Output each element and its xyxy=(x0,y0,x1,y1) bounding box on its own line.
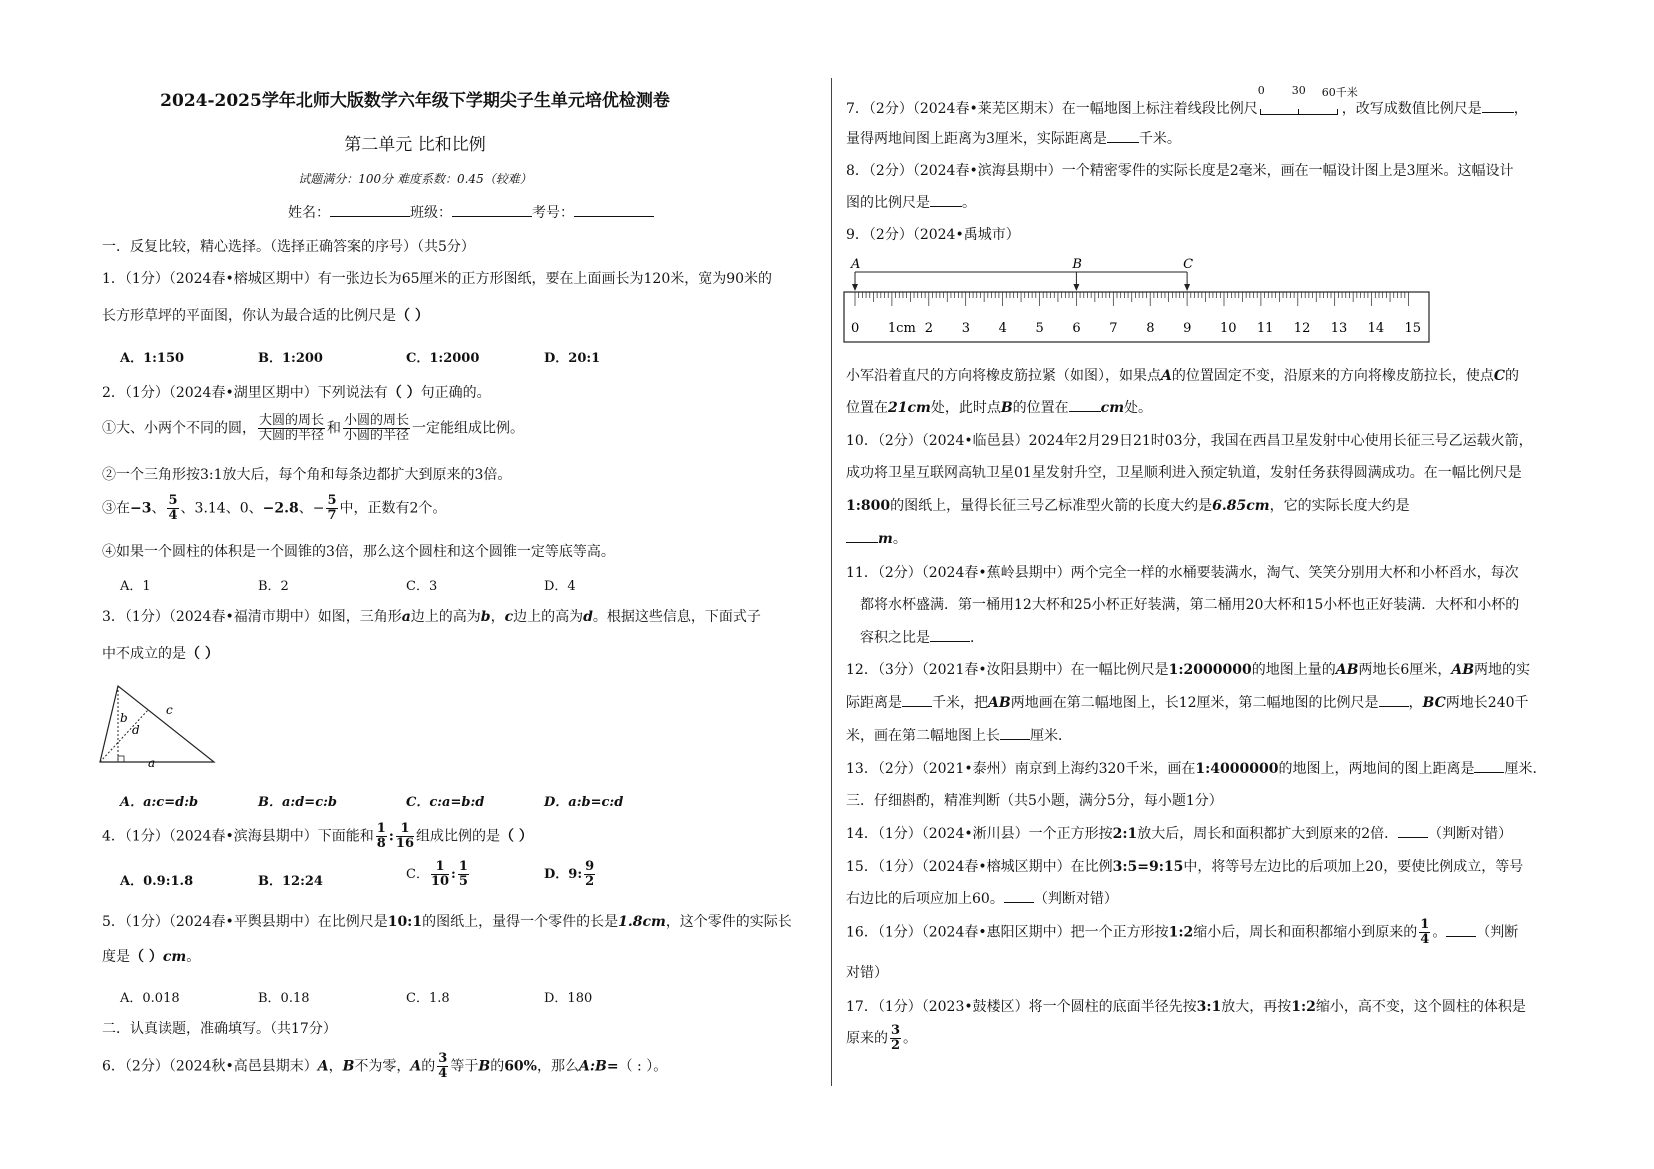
ruler-label: 6 xyxy=(1072,321,1081,336)
q2-option-c[interactable]: C．3 xyxy=(406,579,438,594)
q16-text-line2: 对错） xyxy=(846,965,888,981)
q5-text-line2: 度是（ ）cm。 xyxy=(102,949,201,965)
q2-statement-1: ①大、小两个不同的圆， $\frac{\text{大圆的周长}}{\text{大圆的半径}}$ 和 $\frac{\text{小圆的周长}}{\text{小圆的半径}}$ 一定能组成比例。 xyxy=(102,413,525,443)
label-b: b xyxy=(120,711,128,725)
exam-no-label: 考号： xyxy=(532,205,574,221)
q2-option-d[interactable]: D．4 xyxy=(544,579,576,594)
q5-option-b[interactable]: B．0.18 xyxy=(258,991,310,1006)
section-2-heading: 二．认真读题，准确填写。（共17分） xyxy=(102,1021,337,1037)
q14-text: 14．（1分）（2024•淅川县）一个正方形按2:1放大后，周长和面积都扩大到原来的2倍． （判断对错） xyxy=(846,826,1513,842)
q1-text-line1: 1．（1分）（2024春•榕城区期中）有一张边长为65厘米的正方形图纸，要在上面画长为120米，宽为90米的 xyxy=(102,271,773,287)
section-1-heading: 一．反复比较，精心选择。（选择正确答案的序号）（共5分） xyxy=(102,239,475,255)
ruler-label: 13 xyxy=(1330,321,1348,336)
ruler-label: 2 xyxy=(924,321,934,336)
q8-blank[interactable] xyxy=(930,206,962,207)
q4-text-line1: 4．（1分）（2024春•滨海县期中）下面能和 $\frac{1}{8}$ : $\frac{1}{16}$ 组成比例的是（ ） xyxy=(102,821,533,851)
q10-text-line3: 1:800的图纸上，量得长征三号乙标准型火箭的长度大约是6.85cm，它的实际长度大约是 xyxy=(846,498,1410,514)
q3-option-a[interactable]: A．a:c=d:b xyxy=(120,795,199,810)
label-a: a xyxy=(148,756,156,768)
q4-option-d[interactable]: D．9: $\frac{9}{2}$ xyxy=(544,859,595,889)
q15-blank[interactable] xyxy=(1004,902,1034,903)
q7-blank-2[interactable] xyxy=(1107,142,1139,143)
triangle-outline xyxy=(100,686,214,762)
q16-text-line1: 16．（1分）（2024春•惠阳区期中）把一个正方形按1:2缩小后，周长和面积都缩小到原来的 $\frac{1}{4}$ 。 （判断 xyxy=(846,917,1519,947)
q12-blank-3[interactable] xyxy=(1000,739,1030,740)
q10-text-line2: 成功将卫星互联网高轨卫星01星发射升空，卫星顺利进入预定轨道，发射任务获得圆满成功。在一幅比例尺是 xyxy=(846,465,1522,481)
q2-statement-3: ③在−3、 $\frac{5}{4}$ 、3.14、0、−2.8、− $\frac{5}{7}$ 中，正数有2个。 xyxy=(102,493,447,523)
q7-blank-1[interactable] xyxy=(1482,112,1514,113)
q4-option-a[interactable]: A．0.9:1.8 xyxy=(120,874,194,889)
q5-option-a[interactable]: A．0.018 xyxy=(120,991,180,1006)
ruler-label: 12 xyxy=(1293,321,1311,336)
q11-text-line3: 容积之比是 ． xyxy=(860,630,984,646)
q3-triangle-figure xyxy=(96,680,226,768)
q15-text-line1: 15．（1分）（2024春•榕城区期中）在比例3:5=9:15中，将等号左边比的后项加上20，要使比例成立，等号 xyxy=(846,859,1524,875)
ruler-label: 8 xyxy=(1146,321,1155,336)
q1-option-a[interactable]: A．1:150 xyxy=(120,351,185,366)
page-title: 2024-2025学年北师大版数学六年级下学期尖子生单元培优检测卷 xyxy=(160,91,670,111)
label-d: d xyxy=(132,723,140,737)
q15-text-line2: 右边比的后项应加上60。 （判断对错） xyxy=(846,891,1118,907)
q2-option-a[interactable]: A．1 xyxy=(120,579,151,594)
class-blank[interactable] xyxy=(452,216,532,217)
q10-text-line4: m。 xyxy=(846,528,907,548)
q4-option-b[interactable]: B．12:24 xyxy=(258,874,323,889)
ruler-label: 3 xyxy=(961,321,970,336)
ruler-label: 14 xyxy=(1367,321,1385,336)
point-label-c: C xyxy=(1183,257,1194,272)
q3-option-d[interactable]: D．a:b=c:d xyxy=(544,795,624,810)
ruler-label: 10 xyxy=(1220,321,1237,336)
q7-text-line1: 7．（2分）（2024春•莱芜区期末）在一幅地图上标注着线段比例尺 0 30 60千米 ，改写成数值比例尺是 ， xyxy=(846,84,1528,117)
q5-option-d[interactable]: D．180 xyxy=(544,991,593,1006)
ruler-label: 11 xyxy=(1256,321,1274,336)
q1-option-c[interactable]: C．1:2000 xyxy=(406,351,480,366)
q13-blank[interactable] xyxy=(1474,772,1504,773)
q7-text-line2: 量得两地间图上距离为3厘米，实际距离是 千米。 xyxy=(846,131,1181,147)
ruler-label: 7 xyxy=(1109,321,1118,336)
arrow-head-b xyxy=(1073,284,1079,291)
q12-text-line2: 际距离是 千米，把AB两地画在第二幅地图上，长12厘米，第二幅地图的比例尺是 ，BC两地长240千 xyxy=(846,695,1529,711)
ruler-label: 1cm xyxy=(887,321,916,336)
q12-text-line1: 12．（3分）（2021春•汝阳县期中）在一幅比例尺是1:2000000的地图上量的AB两地长6厘米，AB两地的实 xyxy=(846,662,1531,678)
q3-text-line1: 3．（1分）（2024春•福清市期中）如图，三角形a边上的高为b，c边上的高为d。根据这些信息，下面式子 xyxy=(102,609,761,625)
q7-line-scale: 0 30 60千米 xyxy=(1258,96,1342,118)
exam-no-blank[interactable] xyxy=(574,216,654,217)
q2-statement-2: ②一个三角形按3:1放大后，每个角和每条边都扩大到原来的3倍。 xyxy=(102,467,512,483)
q3-option-b[interactable]: B．a:d=c:b xyxy=(258,795,337,810)
q12-blank-2[interactable] xyxy=(1379,706,1409,707)
ruler-label: 5 xyxy=(1035,321,1044,336)
page-subtitle: 第二单元 比和比例 xyxy=(344,135,486,155)
point-label-a: A xyxy=(851,257,861,272)
name-label: 姓名： xyxy=(288,205,330,221)
class-label: 班级： xyxy=(410,205,452,221)
name-blank[interactable] xyxy=(330,216,410,217)
q1-text-line2: 长方形草坪的平面图，你认为最合适的比例尺是（ ） xyxy=(102,308,429,324)
arrow-head-c xyxy=(1184,284,1190,291)
q9-text-line3: 位置在21cm处，此时点B的位置在 cm处。 xyxy=(846,400,1153,416)
ruler-label: 0 xyxy=(851,321,860,336)
q2-text-line1: 2．（1分）（2024春•湖里区期中）下列说法有（ ）句正确的。 xyxy=(102,385,491,401)
q2-statement-4: ④如果一个圆柱的体积是一个圆锥的3倍，那么这个圆柱和这个圆锥一定等底等高。 xyxy=(102,544,615,560)
q9-ruler-figure xyxy=(840,254,1440,352)
student-info-row xyxy=(288,202,654,222)
test-info: 试题满分：100分 难度系数：0.45（较难） xyxy=(298,172,532,186)
q12-text-line3: 米，画在第二幅地图上长 厘米． xyxy=(846,728,1072,744)
point-label-b: B xyxy=(1072,257,1082,272)
right-angle-mark xyxy=(118,756,124,762)
q5-text-line1: 5．（1分）（2024春•平舆县期中）在比例尺是10:1的图纸上，量得一个零件的长是1.8cm，这个零件的实际长 xyxy=(102,914,792,930)
label-c: c xyxy=(166,703,173,717)
q3-text-line2: 中不成立的是（ ） xyxy=(102,646,219,662)
q8-text-line1: 8．（2分）（2024春•滨海县期中）一个精密零件的实际长度是2毫米，画在一幅设计图上是3厘米。这幅设计 xyxy=(846,163,1514,179)
q9-blank[interactable] xyxy=(1069,411,1101,412)
q9-text-line2: 小军沿着直尺的方向将橡皮筋拉紧（如图），如果点A的位置固定不变，沿原来的方向将橡皮筋拉长，使点C的 xyxy=(846,368,1520,384)
q1-option-d[interactable]: D．20:1 xyxy=(544,351,601,366)
q11-text-line2: 都将水杯盛满．第一桶用12大杯和25小杯正好装满，第二桶用20大杯和15小杯也正好装满．大杯和小杯的 xyxy=(860,597,1520,613)
q3-option-c[interactable]: C．c:a=b:d xyxy=(406,795,485,810)
q12-blank-1[interactable] xyxy=(902,706,932,707)
q9-text-line1: 9．（2分）（2024•禹城市） xyxy=(846,227,1020,243)
q17-text-line1: 17．（1分）（2023•鼓楼区）将一个圆柱的底面半径先按3:1放大，再按1:2缩小，高不变，这个圆柱的体积是 xyxy=(846,999,1526,1015)
q10-blank[interactable] xyxy=(846,542,878,543)
q8-text-line2: 图的比例尺是 。 xyxy=(846,195,976,211)
column-divider xyxy=(831,78,832,1086)
q1-option-b[interactable]: B．1:200 xyxy=(258,351,323,366)
q17-text-line2: 原来的 $\frac{3}{2}$ 。 xyxy=(846,1023,918,1053)
q16-blank[interactable] xyxy=(1446,936,1476,937)
ruler-label: 4 xyxy=(998,321,1007,336)
section-3-heading: 三．仔细斟酌，精准判断（共5小题，满分5分，每小题1分） xyxy=(846,793,1223,809)
q10-text-line1: 10．（2分）（2024•临邑县）2024年2月29日21时03分，我国在西昌卫星发射中心使用长征三号乙运载火箭， xyxy=(846,433,1533,449)
q14-blank[interactable] xyxy=(1398,837,1428,838)
ruler-label: 9 xyxy=(1183,321,1192,336)
q2-option-b[interactable]: B．2 xyxy=(258,579,289,594)
q5-option-c[interactable]: C．1.8 xyxy=(406,991,450,1006)
q11-blank[interactable] xyxy=(930,641,970,642)
arrow-head-a xyxy=(852,284,858,291)
q13-text: 13．（2分）（2021•泰州）南京到上海约320千米，画在1:4000000的地图上，两地间的图上距离是 厘米． xyxy=(846,761,1547,777)
ruler-label: 15 xyxy=(1404,321,1422,336)
q6-text: 6．（2分）（2024秋•高邑县期末）A，B不为零，A的 $\frac{3}{4}$ 等于B的60%，那么A:B=（ : ）。 xyxy=(102,1051,668,1081)
q4-option-c[interactable]: C． $\frac{1}{10}$ : $\frac{1}{5}$ xyxy=(406,859,468,889)
q11-text-line1: 11．（2分）（2024春•蕉岭县期中）两个完全一样的水桶要装满水，淘气、笑笑分别用大杯和小杯舀水，每次 xyxy=(846,565,1519,581)
